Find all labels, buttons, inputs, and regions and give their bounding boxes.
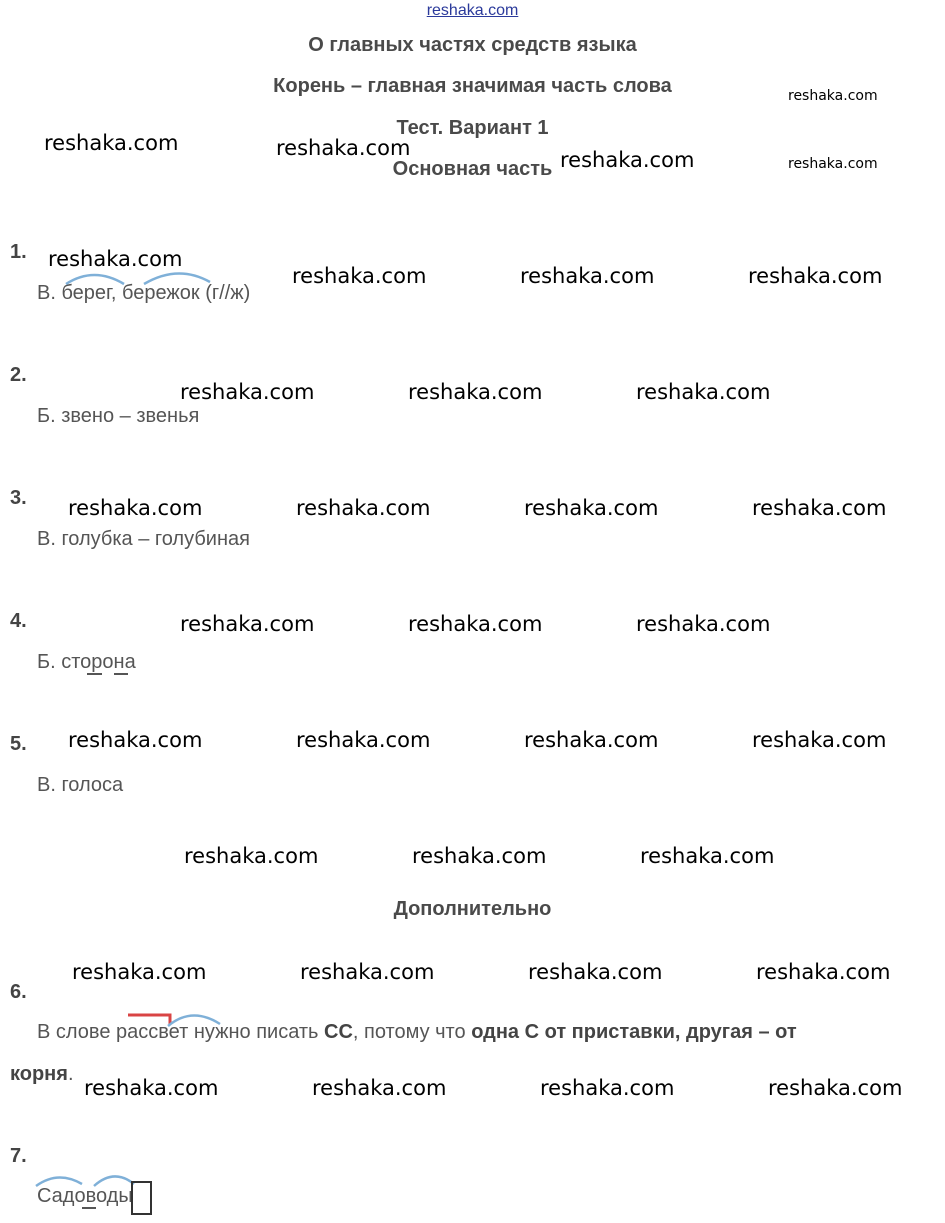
answer-text: В. берег, бережок (г//ж) bbox=[37, 282, 251, 304]
watermark: reshaka.com bbox=[68, 728, 203, 752]
question-number: 3. bbox=[10, 487, 27, 509]
question-number: 5. bbox=[10, 733, 27, 755]
answer-text-continued bbox=[10, 1063, 74, 1086]
watermark: reshaka.com bbox=[636, 380, 771, 404]
answer-part: В слове bbox=[37, 1021, 116, 1043]
answer-text: В. голубка – голубиная bbox=[37, 528, 250, 550]
watermark: reshaka.com bbox=[300, 960, 435, 984]
watermark: reshaka.com bbox=[312, 1076, 447, 1100]
answer-word: рассвет bbox=[116, 1021, 189, 1043]
answer-reason: корня bbox=[10, 1063, 68, 1085]
watermark: reshaka.com bbox=[636, 612, 771, 636]
watermark: reshaka.com bbox=[180, 612, 315, 636]
unstressed-vowel-underline bbox=[84, 671, 134, 677]
watermark: reshaka.com bbox=[752, 728, 887, 752]
watermark: reshaka.com bbox=[768, 1076, 903, 1100]
prefix-root-mark bbox=[126, 1008, 226, 1028]
watermark: reshaka.com bbox=[748, 264, 883, 288]
watermark: reshaka.com bbox=[640, 844, 775, 868]
answer-text: В. голоса bbox=[37, 774, 124, 796]
answer-emphasis: СС bbox=[324, 1021, 353, 1043]
answer-text: Б. звено – звенья bbox=[37, 405, 200, 427]
watermark: reshaka.com bbox=[408, 612, 543, 636]
answer-reason: одна С от приставки, другая – от bbox=[471, 1021, 797, 1043]
watermark: reshaka.com bbox=[528, 960, 663, 984]
watermark: reshaka.com bbox=[84, 1076, 219, 1100]
question-number: 6. bbox=[10, 981, 27, 1003]
question-number: 2. bbox=[10, 364, 27, 386]
watermark: reshaka.com bbox=[756, 960, 891, 984]
answer-part: , потому что bbox=[352, 1021, 472, 1043]
watermark: reshaka.com bbox=[48, 247, 183, 271]
watermark: reshaka.com bbox=[68, 496, 203, 520]
answer-text: Б. сторона bbox=[37, 651, 136, 673]
watermark: reshaka.com bbox=[788, 88, 878, 104]
watermark: reshaka.com bbox=[560, 148, 695, 172]
site-link[interactable]: reshaka.com bbox=[426, 2, 519, 19]
root-arc-mark bbox=[60, 268, 220, 288]
page-subtitle: Корень – главная значимая часть слова bbox=[273, 75, 672, 97]
answer-part: . bbox=[67, 1063, 74, 1085]
watermark: reshaka.com bbox=[296, 496, 431, 520]
question-number: 4. bbox=[10, 610, 27, 632]
watermark: reshaka.com bbox=[296, 728, 431, 752]
answer-text: Садоводы bbox=[37, 1185, 133, 1207]
watermark: reshaka.com bbox=[276, 136, 411, 160]
watermark: reshaka.com bbox=[180, 380, 315, 404]
question-number: 7. bbox=[10, 1145, 27, 1167]
watermark: reshaka.com bbox=[408, 380, 543, 404]
watermark: reshaka.com bbox=[184, 844, 319, 868]
watermark: reshaka.com bbox=[524, 728, 659, 752]
answer-part: нужно писать bbox=[188, 1021, 325, 1043]
watermark: reshaka.com bbox=[752, 496, 887, 520]
watermark: reshaka.com bbox=[540, 1076, 675, 1100]
section-heading-main: Основная часть bbox=[392, 158, 553, 180]
page-title: О главных частях средств языка bbox=[308, 34, 637, 56]
watermark: reshaka.com bbox=[412, 844, 547, 868]
watermark: reshaka.com bbox=[292, 264, 427, 288]
watermark: reshaka.com bbox=[788, 156, 878, 172]
watermark: reshaka.com bbox=[524, 496, 659, 520]
word-structure-mark bbox=[34, 1172, 154, 1218]
watermark: reshaka.com bbox=[44, 131, 179, 155]
test-variant-heading: Тест. Вариант 1 bbox=[396, 117, 549, 139]
watermark: reshaka.com bbox=[72, 960, 207, 984]
question-number: 1. bbox=[10, 241, 27, 263]
section-heading-extra: Дополнительно bbox=[393, 898, 552, 920]
watermark: reshaka.com bbox=[520, 264, 655, 288]
